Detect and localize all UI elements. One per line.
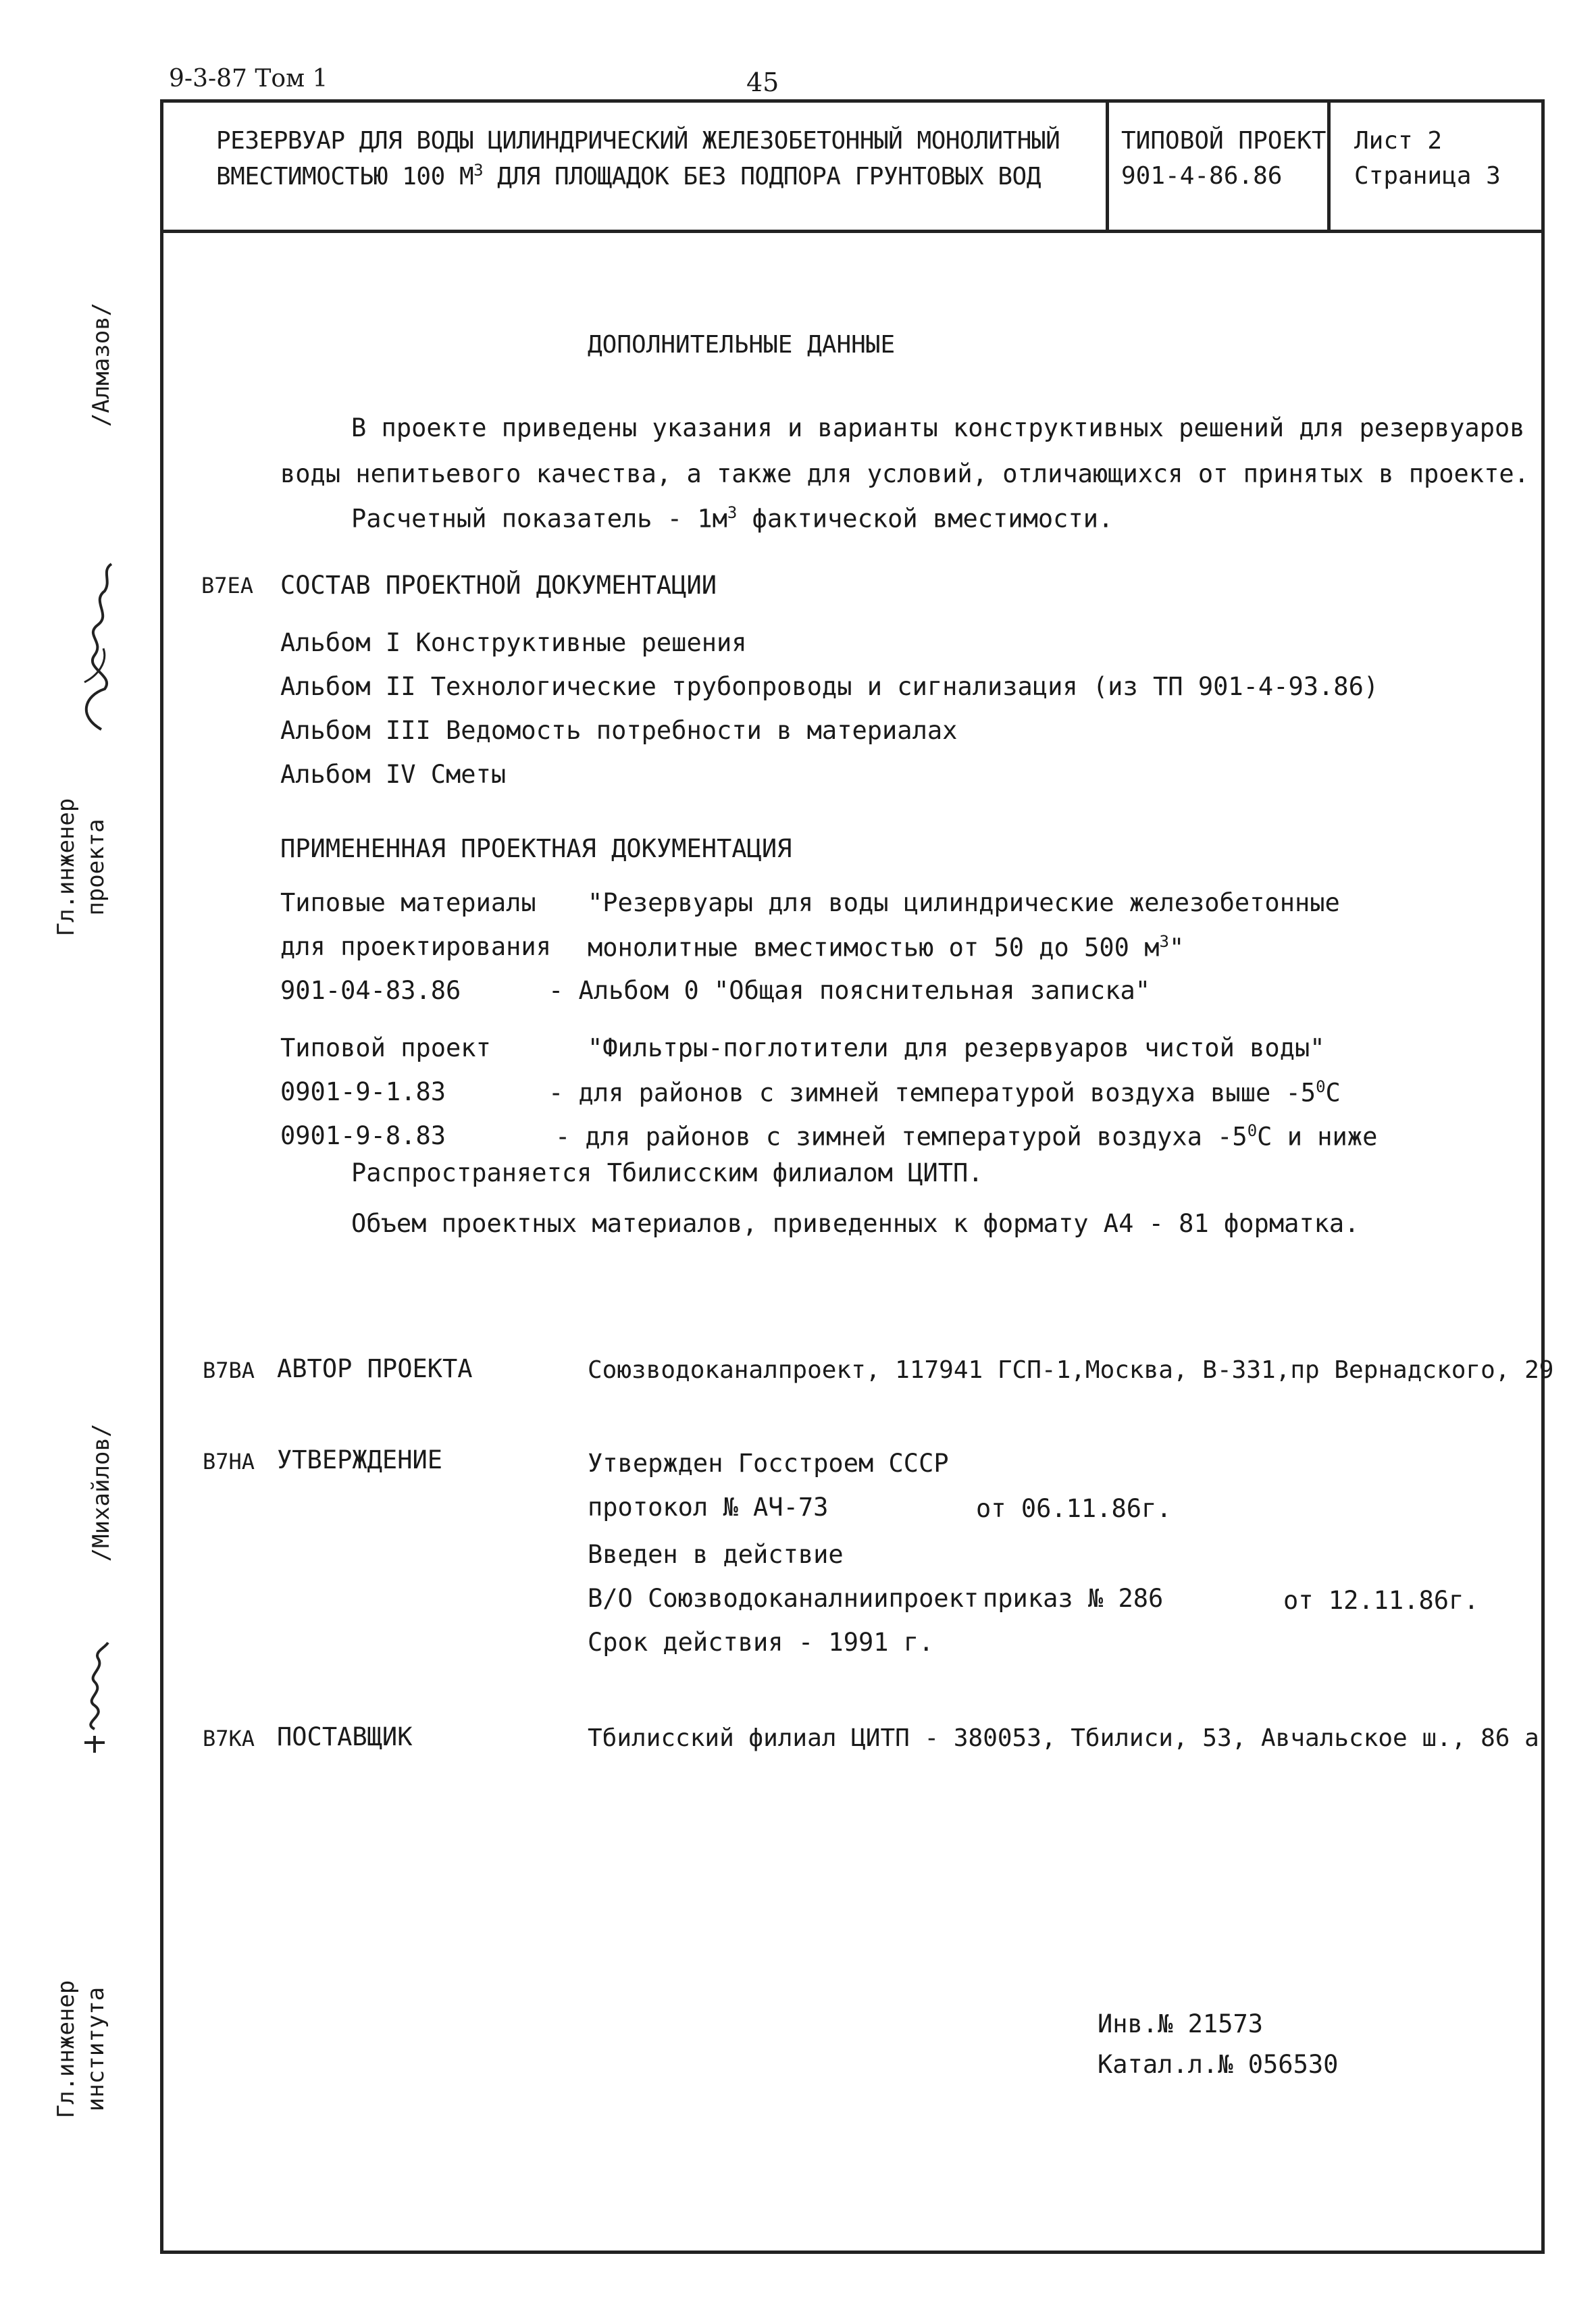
- approval-line4-order: приказ № 286: [983, 1584, 1164, 1613]
- intro-line-3-sup: 3: [727, 503, 738, 522]
- side-name-bottom: /Михайлов/: [88, 1423, 115, 1562]
- applied-r6-right: [555, 1121, 1377, 1151]
- title-line2-text: ВМЕСТИМОСТЬЮ 100 М: [216, 163, 474, 190]
- signature-bottom: [68, 1641, 122, 1756]
- applied-r3-right: - Альбом 0 "Общая пояснительная записка": [548, 976, 1151, 1005]
- title-line2-rest: ДЛЯ ПЛОЩАДОК БЕЗ ПОДПОРА ГРУНТОВЫХ ВОД: [483, 163, 1041, 190]
- composition-title: СОСТАВ ПРОЕКТНОЙ ДОКУМЕНТАЦИИ: [280, 571, 717, 600]
- supplier-code: B7KA: [203, 1726, 255, 1751]
- intro-line-1: В проекте приведены указания и варианты конструктивных решений для резервуаров: [351, 413, 1525, 442]
- approval-line2-date: от 06.11.86г.: [976, 1494, 1172, 1523]
- album-4: Альбом IV Сметы: [280, 760, 507, 789]
- applied-r4-right: "Фильтры-поглотители для резервуаров чистой воды": [588, 1033, 1325, 1062]
- title-block-divider-1: [1106, 99, 1109, 233]
- applied-r6-right-text: - для районов с зимней температурой воздуха -5: [555, 1122, 1247, 1152]
- applied-r2-right-text: монолитные вместимостью от 50 до 500 м: [588, 933, 1160, 962]
- applied-r1-left: Типовые материалы: [280, 888, 536, 917]
- distribution-note: Распространяется Тбилисским филиалом ЦИТП.: [351, 1158, 983, 1187]
- author-code: B7BA: [203, 1358, 255, 1383]
- document-title-line2: [216, 161, 1041, 190]
- project-label: ТИПОВОЙ ПРОЕКТ: [1121, 127, 1327, 155]
- page-number: 45: [746, 68, 779, 97]
- inventory-number: Инв.№ 21573: [1098, 2009, 1264, 2038]
- signature-top: [64, 561, 125, 736]
- approval-line5: Срок действия - 1991 г.: [588, 1628, 934, 1657]
- applied-r5-right: [548, 1077, 1341, 1107]
- album-1: Альбом I Конструктивные решения: [280, 628, 747, 657]
- applied-r2-right: [588, 932, 1184, 962]
- applied-r2-right-sup: 3: [1159, 932, 1169, 951]
- catalog-number: Катал.л.№ 056530: [1098, 2050, 1339, 2079]
- approval-line4: В/О Союзводоканалниипроект: [588, 1584, 979, 1613]
- side-role-top: [51, 766, 111, 969]
- intro-line-3: [351, 503, 1113, 533]
- title-line2-sup: 3: [473, 161, 484, 180]
- author-title: АВТОР ПРОЕКТА: [277, 1354, 473, 1383]
- side-name-top: /Алмазов/: [88, 302, 115, 428]
- side-role-bottom-text: Гл.инженер института: [53, 1980, 109, 2119]
- applied-r5-right-text: - для районов с зимней температурой воздуха выше -5: [548, 1078, 1316, 1108]
- volume-note: Объем проектных материалов, приведенных к формату А4 - 81 форматка.: [351, 1209, 1360, 1238]
- intro-line-3-text: Расчетный показатель - 1м: [351, 504, 727, 534]
- applied-r6-right-sup: 0: [1247, 1121, 1258, 1140]
- applied-r6-left: 0901-9-8.83: [280, 1121, 446, 1150]
- supplier-value: Тбилисский филиал ЦИТП - 380053, Тбилиси, 53, Авчальское ш., 86 а: [588, 1724, 1539, 1752]
- applied-r5-left: 0901-9-1.83: [280, 1077, 446, 1106]
- applied-r5-right-rest: С: [1325, 1078, 1341, 1108]
- approval-line3: Введен в действие: [588, 1540, 844, 1569]
- side-role-bottom: [51, 1941, 111, 2157]
- applied-r1-right: "Резервуары для воды цилиндрические железобетонные: [588, 888, 1340, 917]
- sheet-number: Лист 2: [1354, 127, 1443, 155]
- page-in-doc: Страница 3: [1354, 162, 1501, 190]
- applied-r2-right-rest: ": [1168, 933, 1185, 962]
- section-heading: ДОПОЛНИТЕЛЬНЫЕ ДАННЫЕ: [588, 331, 896, 359]
- applied-r6-right-rest: С и ниже: [1257, 1122, 1378, 1152]
- project-code: 901-4-86.86: [1121, 162, 1283, 190]
- side-role-top-text: Гл.инженер проекта: [53, 798, 109, 937]
- applied-title: ПРИМЕНЕННАЯ ПРОЕКТНАЯ ДОКУМЕНТАЦИЯ: [280, 834, 792, 863]
- applied-r4-left: Типовой проект: [280, 1033, 491, 1062]
- intro-line-3-rest: фактической вместимости.: [737, 504, 1114, 534]
- applied-r5-right-sup: 0: [1316, 1077, 1326, 1096]
- intro-line-2: воды непитьевого качества, а также для условий, отличающихся от принятых в проекте.: [280, 459, 1529, 488]
- approval-title: УТВЕРЖДЕНИЕ: [277, 1445, 443, 1474]
- approval-line1: Утвержден Госстроем СССР: [588, 1449, 949, 1478]
- author-value: Союзводоканалпроект, 117941 ГСП-1,Москва, В-331,пр Вернадского, 29: [588, 1356, 1554, 1384]
- document-title-line1: РЕЗЕРВУАР ДЛЯ ВОДЫ ЦИЛИНДРИЧЕСКИЙ ЖЕЛЕЗОБЕТОННЫЙ МОНОЛИТНЫЙ: [216, 127, 1060, 155]
- applied-r3-left: 901-04-83.86: [280, 976, 461, 1005]
- album-2: Альбом II Технологические трубопроводы и сигнализация (из ТП 901-4-93.86): [280, 672, 1379, 701]
- applied-r2-left: для проектирования: [280, 932, 551, 961]
- composition-code: B7EA: [201, 573, 254, 598]
- approval-line4-date: от 12.11.86г.: [1283, 1586, 1479, 1615]
- album-3: Альбом III Ведомость потребности в материалах: [280, 716, 958, 745]
- title-block-bottom-line: [160, 230, 1545, 233]
- supplier-title: ПОСТАВЩИК: [277, 1722, 413, 1751]
- approval-line2: протокол № АЧ-73: [588, 1493, 829, 1522]
- series-label: 9-3-87 Том 1: [169, 65, 328, 93]
- title-block-divider-2: [1327, 99, 1331, 233]
- approval-code: B7HA: [203, 1449, 255, 1474]
